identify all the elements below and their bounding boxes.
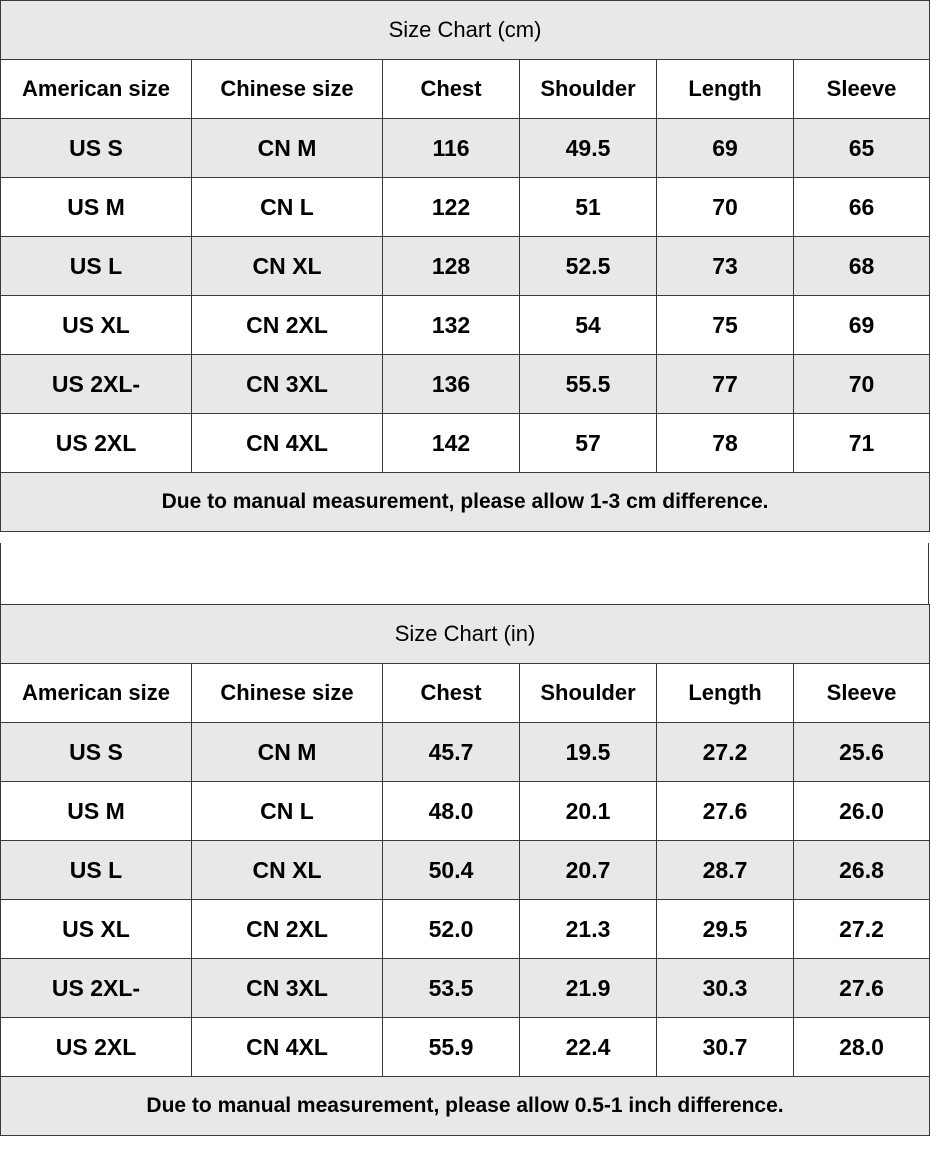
table-cell: US 2XL [1, 1018, 192, 1077]
table-cell: CN L [192, 782, 383, 841]
table-row [1, 782, 930, 841]
table-cell: CN 4XL [192, 414, 383, 473]
table-cell: CN XL [192, 237, 383, 296]
table-cell: 27.6 [794, 959, 930, 1018]
column-header: Shoulder [520, 664, 657, 723]
table-cell: CN XL [192, 841, 383, 900]
table-cell: CN 2XL [192, 900, 383, 959]
table-cell: 30.3 [657, 959, 794, 1018]
table-cell: 21.9 [520, 959, 657, 1018]
table-row [1, 237, 930, 296]
table-cell: CN L [192, 178, 383, 237]
table-cell: 21.3 [520, 900, 657, 959]
table-cell: 49.5 [520, 119, 657, 178]
measurement-note: Due to manual measurement, please allow 0.5-1 inch difference. [1, 1077, 930, 1136]
table-cell: 25.6 [794, 723, 930, 782]
table-cell: 48.0 [383, 782, 520, 841]
table-cell: 22.4 [520, 1018, 657, 1077]
table-row [1, 723, 930, 782]
table-cell: 52.0 [383, 900, 520, 959]
chart-spacer [0, 543, 929, 604]
table-cell: US L [1, 237, 192, 296]
table-cell: 54 [520, 296, 657, 355]
table-cell: CN 3XL [192, 355, 383, 414]
chart-title: Size Chart (in) [1, 605, 930, 664]
table-cell: 51 [520, 178, 657, 237]
column-header: Length [657, 60, 794, 119]
table-cell: 27.2 [794, 900, 930, 959]
table-row [1, 296, 930, 355]
table-cell: 20.7 [520, 841, 657, 900]
table-cell: 30.7 [657, 1018, 794, 1077]
column-header: American size [1, 60, 192, 119]
table-cell: US 2XL- [1, 355, 192, 414]
table-cell: 71 [794, 414, 930, 473]
table-cell: 69 [794, 296, 930, 355]
table-cell: CN 2XL [192, 296, 383, 355]
table-cell: 78 [657, 414, 794, 473]
table-row [1, 841, 930, 900]
size-chart-cm-body [1, 1, 930, 532]
column-header: Chest [383, 664, 520, 723]
table-cell: 27.2 [657, 723, 794, 782]
table-cell: US M [1, 178, 192, 237]
table-cell: 65 [794, 119, 930, 178]
table-row [1, 900, 930, 959]
column-header: Shoulder [520, 60, 657, 119]
measurement-note: Due to manual measurement, please allow 1-3 cm difference. [1, 473, 930, 532]
table-cell: 57 [520, 414, 657, 473]
table-cell: 70 [657, 178, 794, 237]
table-cell: 132 [383, 296, 520, 355]
table-row [1, 355, 930, 414]
table-cell: 55.9 [383, 1018, 520, 1077]
column-header: Chinese size [192, 664, 383, 723]
column-header: Sleeve [794, 60, 930, 119]
chart-title: Size Chart (cm) [1, 1, 930, 60]
table-cell: 45.7 [383, 723, 520, 782]
table-cell: 27.6 [657, 782, 794, 841]
note-row [1, 473, 930, 532]
column-header: Sleeve [794, 664, 930, 723]
title-row [1, 605, 930, 664]
header-row [1, 60, 930, 119]
table-cell: US XL [1, 296, 192, 355]
table-cell: 50.4 [383, 841, 520, 900]
table-cell: 55.5 [520, 355, 657, 414]
table-cell: 28.0 [794, 1018, 930, 1077]
table-cell: 142 [383, 414, 520, 473]
table-cell: 122 [383, 178, 520, 237]
table-row [1, 178, 930, 237]
table-cell: 66 [794, 178, 930, 237]
table-cell: 77 [657, 355, 794, 414]
table-cell: 73 [657, 237, 794, 296]
table-cell: 29.5 [657, 900, 794, 959]
column-header: Chinese size [192, 60, 383, 119]
table-cell: US XL [1, 900, 192, 959]
table-cell: 68 [794, 237, 930, 296]
table-cell: 26.8 [794, 841, 930, 900]
note-row [1, 1077, 930, 1136]
table-cell: CN M [192, 119, 383, 178]
size-chart-cm [0, 0, 930, 532]
table-cell: US 2XL [1, 414, 192, 473]
table-cell: US 2XL- [1, 959, 192, 1018]
table-cell: 52.5 [520, 237, 657, 296]
table-cell: US L [1, 841, 192, 900]
header-row [1, 664, 930, 723]
column-header: Length [657, 664, 794, 723]
table-cell: US M [1, 782, 192, 841]
table-row [1, 414, 930, 473]
table-cell: 128 [383, 237, 520, 296]
column-header: Chest [383, 60, 520, 119]
size-chart-in-body [1, 605, 930, 1136]
table-cell: 75 [657, 296, 794, 355]
table-cell: 116 [383, 119, 520, 178]
table-cell: 70 [794, 355, 930, 414]
table-cell: 53.5 [383, 959, 520, 1018]
table-cell: 69 [657, 119, 794, 178]
table-cell: CN 4XL [192, 1018, 383, 1077]
column-header: American size [1, 664, 192, 723]
table-cell: 136 [383, 355, 520, 414]
table-row [1, 959, 930, 1018]
title-row [1, 1, 930, 60]
table-cell: CN 3XL [192, 959, 383, 1018]
table-cell: 26.0 [794, 782, 930, 841]
table-cell: 28.7 [657, 841, 794, 900]
table-cell: 19.5 [520, 723, 657, 782]
table-row [1, 1018, 930, 1077]
table-cell: US S [1, 723, 192, 782]
table-cell: US S [1, 119, 192, 178]
table-cell: CN M [192, 723, 383, 782]
size-chart-in [0, 604, 930, 1136]
table-cell: 20.1 [520, 782, 657, 841]
table-row [1, 119, 930, 178]
